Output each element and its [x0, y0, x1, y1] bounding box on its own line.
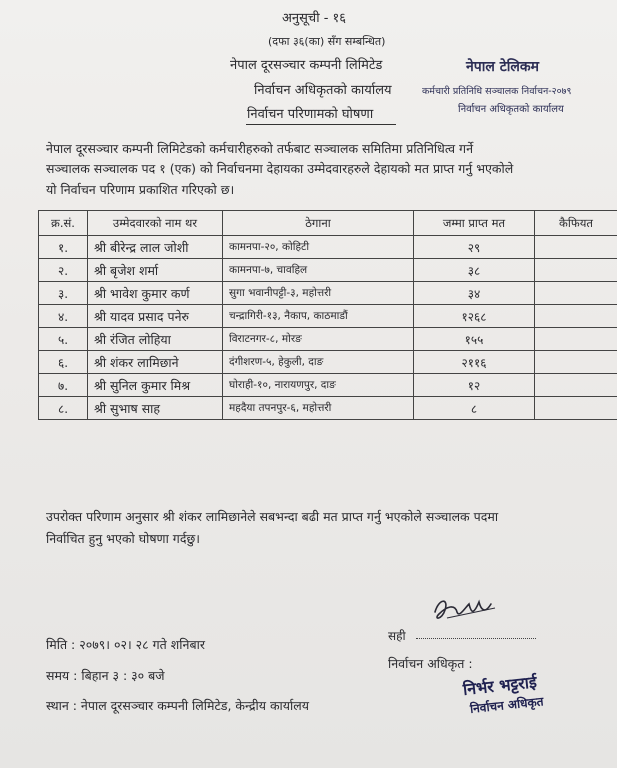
header-votes: जम्मा प्राप्त मत [414, 211, 535, 236]
table-row [39, 351, 617, 374]
cell-name: श्री बृजेश शर्मा [88, 259, 223, 282]
table-row [39, 282, 617, 305]
cell-remarks [535, 259, 617, 282]
cell-address: घोराही-१०, नारायणपुर, दाङ [223, 374, 414, 397]
cell-remarks [535, 397, 617, 420]
cell-name: श्री यादव प्रसाद पनेरु [88, 305, 223, 328]
table-row [39, 259, 617, 282]
officer-stamp-title: निर्वाचन अधिकृत [469, 694, 545, 716]
cell-name: श्री बीरेन्द्र लाल जोशी [88, 236, 223, 259]
stamp-top-line3: निर्वाचन अधिकृतको कार्यालय [458, 104, 564, 115]
cell-name: श्री शंकर लामिछाने [88, 351, 223, 374]
header-name: उम्मेदवारको नाम थर [88, 211, 223, 236]
table-header-row [39, 211, 617, 236]
cell-name: श्री भावेश कुमार कर्ण [88, 282, 223, 305]
cell-address: दंगीशरण-५, हेकुली, दाङ [223, 351, 414, 374]
cell-votes: ८ [414, 397, 535, 420]
cell-address: चन्द्रागिरी-१३, नैकाप, काठमाडौं [223, 305, 414, 328]
stamp-top-line2: कर्मचारी प्रतिनिधि सञ्चालक निर्वाचन-२०७९ [422, 86, 572, 97]
declaration-title: निर्वाचन परिणामको घोषणा [247, 107, 374, 122]
table-row [39, 236, 617, 259]
header-remarks: कैफियत [535, 211, 617, 236]
table-row [39, 305, 617, 328]
place-line: स्थान : नेपाल दूरसञ्चार कम्पनी लिमिटेड, केन्द्रीय कार्यालय [46, 698, 310, 713]
intro-line-3: यो निर्वाचन परिणाम प्रकाशित गरिएको छ। [46, 182, 235, 197]
intro-line-1: नेपाल दूरसञ्चार कम्पनी लिमिटेडको कर्मचारीहरुको तर्फबाट सञ्चालक समितिमा प्रतिनिधित्व गर्ने [46, 141, 474, 156]
cell-votes: १५५ [414, 328, 535, 351]
results-table [38, 210, 617, 420]
header-address: ठेगाना [223, 211, 414, 236]
cell-serial: ४. [39, 305, 88, 328]
cell-remarks [535, 282, 617, 305]
cell-remarks [535, 351, 617, 374]
company-name: नेपाल दूरसञ्चार कम्पनी लिमिटेड [230, 58, 383, 73]
cell-votes: १२६८ [414, 305, 535, 328]
cell-remarks [535, 374, 617, 397]
table-row [39, 328, 617, 351]
officer-stamp-name: निर्भर भट्टराई [462, 672, 538, 699]
cell-votes: ३४ [414, 282, 535, 305]
cell-votes: २९ [414, 236, 535, 259]
cell-name: श्री सुनिल कुमार मिश्र [88, 374, 223, 397]
cell-serial: २. [39, 259, 88, 282]
cell-remarks [535, 305, 617, 328]
conclusion-line-1: उपरोक्त परिणाम अनुसार श्री शंकर लामिछानेले सबभन्दा बढी मत प्राप्त गर्नु भएकोले सञ्चालक पदमा [46, 509, 499, 524]
cell-name: श्री सुभाष साह [88, 397, 223, 420]
date-line: मिति : २०७९। ०२। २८ गते शनिबार [46, 637, 205, 652]
annex-number: अनुसूची - १६ [282, 11, 347, 26]
table-row [39, 374, 617, 397]
cell-name: श्री रंजित लोहिया [88, 328, 223, 351]
signature-graphic [425, 590, 515, 630]
signature-label: सही [388, 629, 406, 643]
table-row [39, 397, 617, 420]
time-line: समय : बिहान ३ : ३० बजे [46, 668, 165, 683]
cell-address: विराटनगर-८, मोरङ [223, 328, 414, 351]
header-serial: क्र.सं. [39, 211, 88, 236]
officer-label: निर्वाचन अधिकृत : [388, 656, 473, 671]
cell-serial: ६. [39, 351, 88, 374]
cell-address: कामनपा-२०, कोहिटी [223, 236, 414, 259]
cell-address: सुगा भवानीपट्टी-३, महोत्तरी [223, 282, 414, 305]
intro-line-2: सञ्चालक सञ्चालक पद १ (एक) को निर्वाचनमा देहायका उम्मेदवारहरुले देहायको मत प्राप्त गर्नु भएकोले [46, 161, 514, 176]
cell-serial: ५. [39, 328, 88, 351]
stamp-top-name: नेपाल टेलिकम [466, 59, 540, 75]
cell-remarks [535, 328, 617, 351]
section-reference: (दफा ३६(का) सँग सम्बन्धित) [268, 35, 386, 48]
office-name: निर्वाचन अधिकृतको कार्यालय [254, 83, 392, 98]
title-underline [246, 124, 396, 125]
cell-remarks [535, 236, 617, 259]
signature-line [416, 638, 536, 639]
cell-votes: २११६ [414, 351, 535, 374]
cell-votes: ३८ [414, 259, 535, 282]
cell-address: कामनपा-७, चावहिल [223, 259, 414, 282]
cell-address: महदैया तपनपुर-६, महोत्तरी [223, 397, 414, 420]
cell-serial: ८. [39, 397, 88, 420]
cell-votes: १२ [414, 374, 535, 397]
cell-serial: ७. [39, 374, 88, 397]
cell-serial: १. [39, 236, 88, 259]
conclusion-line-2: निर्वाचित हुनु भएको घोषणा गर्दछु। [46, 531, 200, 546]
cell-serial: ३. [39, 282, 88, 305]
